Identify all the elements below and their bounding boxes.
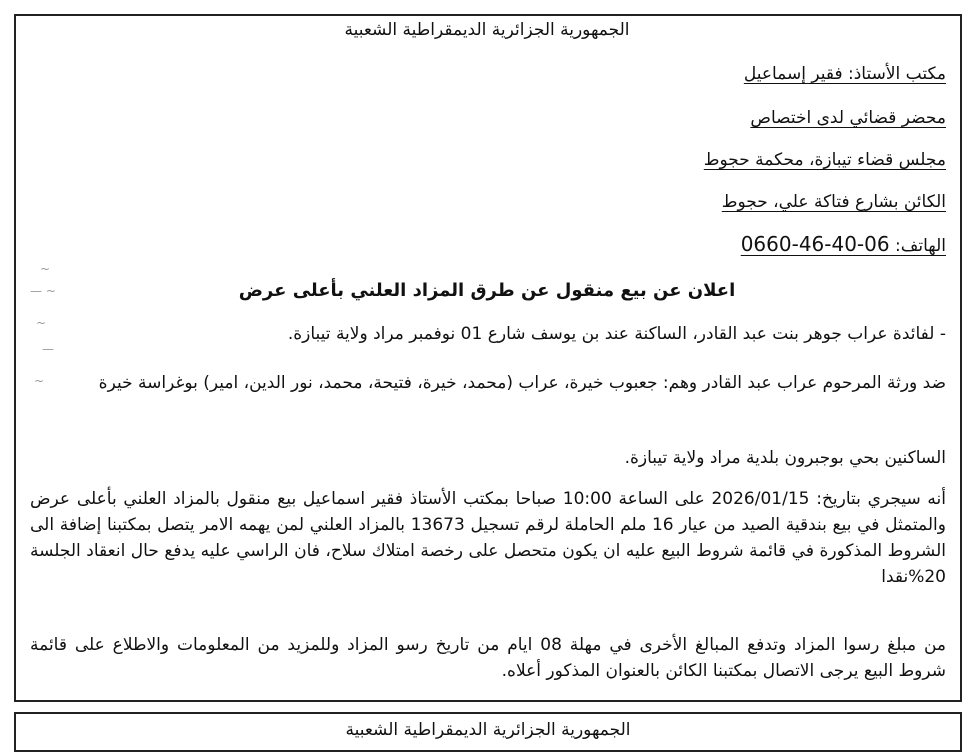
notice-title: اعلان عن بيع منقول عن طرق المزاد العلني بأعلى عرض [238,280,736,301]
phone-label: الهاتف: [895,236,946,256]
margin-scribbles: ~ — ~ ~ — ~ [30,262,56,388]
court-line: مجلس قضاء تيبازة، محكمة حجوط [703,150,946,170]
sale-details-paragraph: أنه سيجري بتاريخ: 2026/01/15 على الساعة 10:00 صباحا بمكتب الأستاذ فقير اسماعيل بيع منقول بالمزاد العلني بأعلى عرض والمتمثل في بيع بندقية الصيد من عيار 16 ملم الحاملة لرقم تسجيل 13673 بالمزاد العلني لمن يهمه الامر يتصل بمكتبنا إضافة الى الشروط المذكورة في قائمة شروط البيع عليه ان يكون متحصل على رخصة امتلاك سلاح، فان الراسي عليه يدفع حال انعقاد الجلسة 20%نقدا [30,489,946,587]
beneficiary-paragraph: - لفائدة عراب جوهر بنت عبد القادر، الساكنة عند بن يوسف شارع 01 نوفمبر مراد ولاية تيبازة. [287,324,946,344]
phone-line [741,232,946,258]
bailiff-role-line: محضر قضائي لدى اختصاص [750,108,946,128]
payment-terms-paragraph: من مبلغ رسوا المزاد وتدفع المبالغ الأخرى في مهلة 08 ايام من تاريخ رسو المزاد وللمزيد من المعلومات والاطلاع على قائمة شروط البيع يرجى الاتصال بمكتبنا الكائن بالعنوان المذكور أعلاه. [30,635,947,681]
office-line: مكتب الأستاذ: فقير إسماعيل [743,64,946,84]
residence-paragraph: الساكنين بحي بوجبرون بلدية مراد ولاية تيبازة. [624,448,946,468]
defendants-paragraph: ضد ورثة المرحوم عراب عبد القادر وهم: جعبوب خيرة، عراب (محمد، خيرة، فتيحة، محمد، نور الدين، امير) بوغراسة خيرة [98,373,946,393]
next-notice-frame [14,712,962,752]
next-notice-republic: الجمهورية الجزائرية الديمقراطية الشعبية [345,720,631,740]
republic-header: الجمهورية الجزائرية الديمقراطية الشعبية [344,20,630,40]
address-line: الكائن بشارع فتاكة علي، حجوط [721,192,946,212]
phone-number: 0660-46-40-06 [740,232,890,256]
